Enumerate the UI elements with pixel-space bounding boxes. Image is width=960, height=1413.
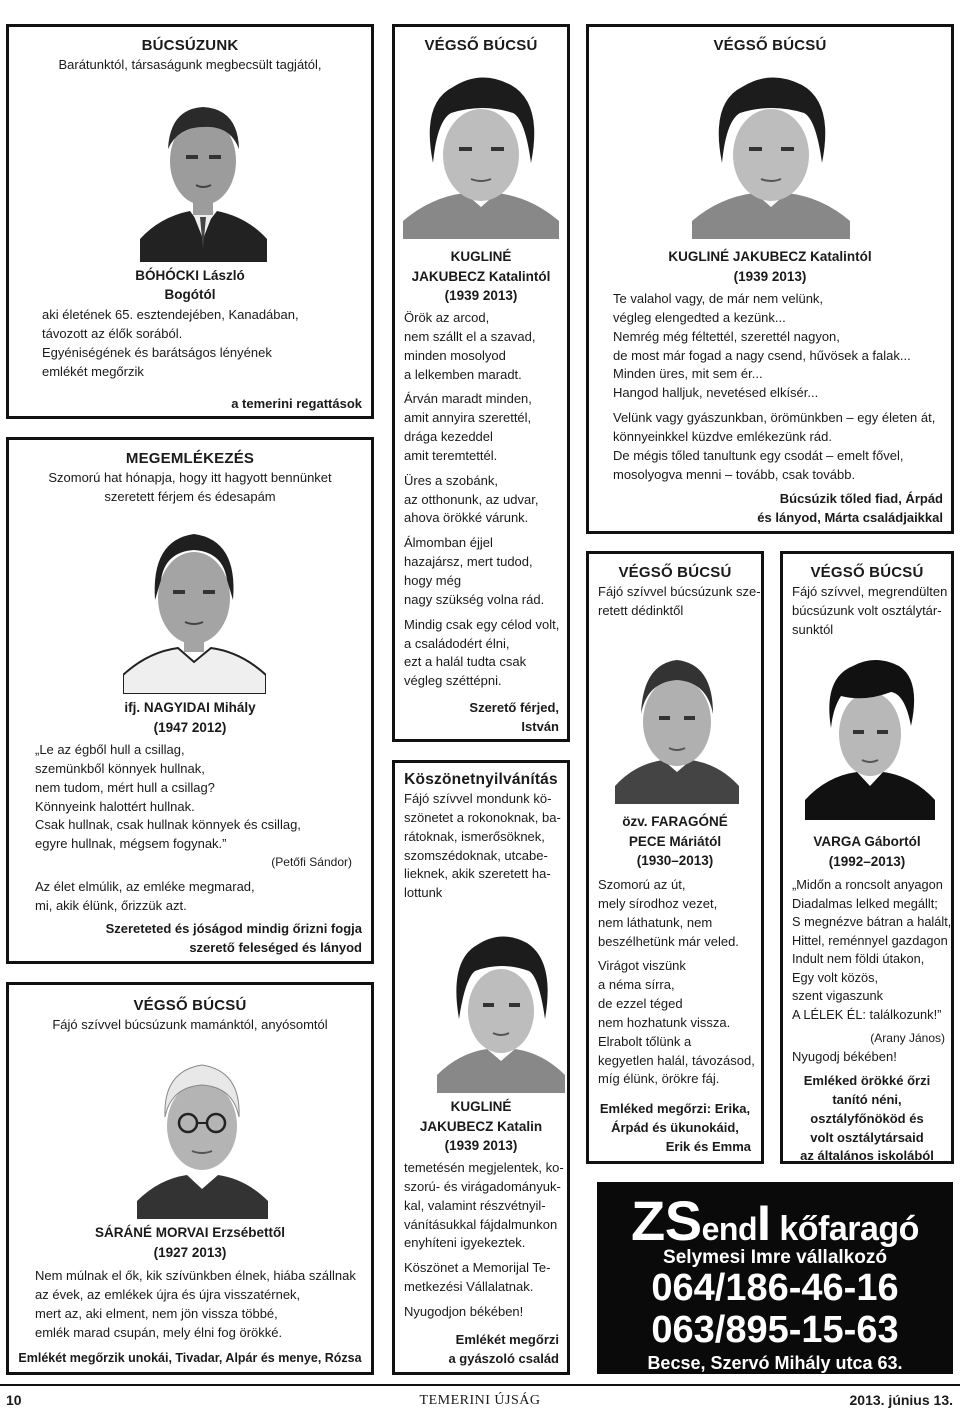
box-title: VÉGSŐ BÚCSÚ <box>810 564 924 581</box>
obituary-text <box>42 306 362 381</box>
poem-line: nem hozhatunk vissza. <box>598 1014 731 1030</box>
signature-line: Emlékét megőrzi <box>455 1332 559 1347</box>
text-line: sunktól <box>792 621 834 637</box>
poem-line: Örök az arcod, <box>404 310 490 325</box>
name-line: (1939 2013) <box>444 288 518 304</box>
poem-line: Indult nem földi útakon, <box>792 951 925 967</box>
newspaper-name: TEMERINI ÚJSÁG <box>419 1393 541 1408</box>
deceased-name <box>589 812 761 871</box>
name-line: (1939 2013) <box>444 1138 518 1154</box>
name-line: (1930–2013) <box>636 853 714 869</box>
poem-line: beszélhetünk már veled. <box>598 933 739 949</box>
poem-line: Álmomban éjjel <box>404 535 493 551</box>
text-line: Szomorú hat hónapja, hogy itt hagyott bennünket <box>48 470 332 485</box>
signature-line: tanító néni, <box>832 1091 902 1107</box>
poem-line: a családodért élni, <box>404 635 510 651</box>
poem-line: Egy volt közös, <box>792 969 879 985</box>
box-subtitle <box>9 469 371 507</box>
poem-line: nem tudom, mért hull a csillag? <box>35 779 215 795</box>
page-number: 10 <box>6 1392 22 1408</box>
poem-line: Virágot viszünk <box>598 958 686 974</box>
name-line: (1939 2013) <box>733 268 807 284</box>
obituary-bohocki <box>6 24 374 419</box>
signature <box>589 1100 761 1157</box>
text-line: lottunk <box>404 885 443 901</box>
box-title: Köszönetnyilvánítás <box>404 771 558 788</box>
text-line: Nem múlnak el ők, kik szívünkben élnek, hiába szállnak <box>35 1268 356 1283</box>
brand-end: end <box>701 1211 757 1247</box>
ad-phone-1: 064/186-46-16 <box>651 1267 899 1309</box>
poem-line: drága kezeddel <box>404 429 493 445</box>
name-line: JAKUBECZ Katalintól <box>411 268 551 284</box>
farewell-varga <box>780 551 954 1164</box>
box-subtitle <box>792 583 950 640</box>
text-line: mert az, aki elment, nem jön vissza többé, <box>35 1305 278 1321</box>
signature <box>395 1331 559 1369</box>
text-line: búcsúzunk volt osztálytár- <box>792 602 942 618</box>
poem-line: nagy szükség volna rád. <box>404 591 545 607</box>
poem-line: nem szállt el a szavad, <box>404 328 536 344</box>
text-line: temetésén megjelentek, ko- <box>404 1160 564 1175</box>
text-line: emlék marad csupán, mely élni fog örökké. <box>35 1324 283 1340</box>
deceased-name: SÁRÁNÉ MORVAI Erzsébettől <box>94 1225 286 1240</box>
box-title: VÉGSŐ BÚCSÚ <box>133 997 247 1014</box>
text-line: Fájó szívvel, megrendülten <box>792 584 948 599</box>
box-title: BÚCSÚZUNK <box>141 37 239 54</box>
poem-line: mely sírodhoz vezet, <box>598 895 718 911</box>
box-title: MEGEMLÉKEZÉS <box>125 450 255 467</box>
poem-line: „Le az égből hull a csillag, <box>35 742 185 757</box>
signature-line: volt osztálytársaid <box>810 1129 924 1145</box>
signature-line: osztályfőnököd és <box>810 1110 924 1126</box>
signature-line: a gyászoló család <box>448 1350 559 1366</box>
poem-line: Mindig csak egy célod volt, <box>404 616 560 632</box>
brand-zs: ZS <box>631 1189 702 1252</box>
ad-phone-2: 063/895-15-63 <box>651 1309 899 1351</box>
poem-line: Üres a szobánk, <box>404 472 498 488</box>
poem-line: hogy még <box>404 572 462 588</box>
text-line: emlékét megőrzik <box>42 363 144 379</box>
text-line: Fájó szívvel mondunk kö- <box>404 791 552 806</box>
signature <box>589 490 943 528</box>
text-line: mi, akik élünk, őrizzük azt. <box>35 897 187 913</box>
text-line: Az élet elmúlik, az emléke megmarad, <box>35 879 255 894</box>
issue-date: 2013. június 13. <box>849 1392 953 1408</box>
poem-line: a lelkemben maradt. <box>404 366 522 382</box>
poem-line: szent vigaszunk <box>792 988 884 1004</box>
poem-line: hazajársz, mert tudod, <box>404 554 533 570</box>
poem-line: Szomorú az út, <box>598 877 686 892</box>
text-line: lieknek, akik szeretett ha- <box>404 866 551 882</box>
signature-line: Szereteted és jóságod mindig őrizni fogja <box>105 921 362 936</box>
text-line: enyhíteni igyekeztek. <box>404 1235 526 1251</box>
deceased-name <box>783 832 951 871</box>
name-line: JAKUBECZ Katalin <box>419 1118 543 1134</box>
text-line: Velünk vagy gyászunkban, örömünkben – egy életen át, <box>613 410 936 426</box>
thanks-notice <box>392 760 570 1375</box>
text-line: Fájó szívvel búcsúzunk sze- <box>598 584 761 599</box>
deceased-name <box>395 247 567 306</box>
text-line: De mégis tőled tanultunk egy csodát – emelt fővel, <box>613 447 904 463</box>
poem-line: szemünkből könnyek hullnak, <box>35 760 205 776</box>
poem <box>404 309 569 691</box>
box-subtitle: Fájó szívvel búcsúzunk mamánktól, anyósomtól <box>52 1017 328 1032</box>
text-line: szorú- és virágadományuk- <box>404 1178 561 1194</box>
signature: Emlékét megőrzik unokái, Tivadar, Alpár és menye, Rózsa <box>18 1351 362 1365</box>
text-line: végleg elengedted a kezünk... <box>613 309 786 325</box>
portrait-photo <box>140 89 267 262</box>
poem-line: amit teremtettél. <box>404 447 498 463</box>
text-line: metkezési Vállalatnak. <box>404 1279 534 1295</box>
signature-line: Árpád és ükunokáid, <box>611 1119 739 1135</box>
memorial-nagyidai <box>6 437 374 964</box>
text-line: az évek, az emlékek újra és újra visszatérnek, <box>35 1286 301 1302</box>
text-line: kal, valamint részvétnyil- <box>404 1197 546 1213</box>
signature <box>395 699 559 737</box>
poem <box>792 876 956 1024</box>
text-line: Minden üres, mit sem ér... <box>613 366 763 382</box>
portrait-photo <box>615 644 739 804</box>
poem-author: (Arany János) <box>870 1031 945 1045</box>
name-line: (1992–2013) <box>828 853 906 869</box>
text-line: rátoknak, ismerősöknek, <box>404 828 545 844</box>
box-title: VÉGSŐ BÚCSÚ <box>424 37 538 54</box>
poem-line: „Midőn a roncsolt anyagon <box>792 877 943 892</box>
portrait-photo <box>123 520 266 694</box>
name-line: VARGA Gábortól <box>813 834 921 849</box>
box-title: VÉGSŐ BÚCSÚ <box>713 37 827 54</box>
thanks-text <box>404 1159 566 1322</box>
box-subtitle: Barátunktól, társaságunk megbecsült tagjától, <box>58 57 322 72</box>
portrait-photo <box>692 63 850 239</box>
text-line: de most már fogad a nagy csend, hűvösek a falak... <box>613 347 911 363</box>
text-line: vánításukkal fájdalmunkon <box>404 1216 558 1232</box>
farewell-text <box>613 290 949 484</box>
text-line: szomszédoknak, utcabe- <box>404 847 548 863</box>
poem-line: a néma sírra, <box>598 977 675 993</box>
name-line: PECE Máriától <box>628 833 722 849</box>
signature-line: és lányod, Márta családjaikkal <box>757 509 943 525</box>
page-footer <box>0 1384 960 1413</box>
text-line: szönetet a rokonoknak, ba- <box>404 809 561 825</box>
signature-line: Emléked megőrzi: Erika, <box>599 1101 751 1116</box>
poem-line: Diadalmas lelked megállt; <box>792 895 938 911</box>
ad-owner: Selymesi Imre vállalkozó <box>663 1247 887 1268</box>
name-line: KUGLINÉ <box>450 1099 512 1114</box>
deceased-years: (1927 2013) <box>153 1245 227 1260</box>
signature-line: Szerető férjed, <box>469 700 559 715</box>
poem <box>35 741 365 854</box>
poem-line: ahova örökké várunk. <box>404 510 529 526</box>
signature-line: Erik és Emma <box>665 1138 751 1154</box>
text-line: Köszönet a Memorijal Te- <box>404 1260 551 1276</box>
poem-author: (Petőfi Sándor) <box>271 855 352 869</box>
signature-line: az általános iskolából <box>800 1148 934 1164</box>
rest-line: Nyugodj békében! <box>792 1049 897 1064</box>
text-line: Hangod halljuk, nevetésed elkísér... <box>613 385 819 401</box>
poem-line: de ezzel téged <box>598 996 683 1012</box>
ad-address: Becse, Szervó Mihály utca 63. <box>647 1353 903 1373</box>
text-line: aki életének 65. esztendejében, Kanadában, <box>42 307 299 322</box>
poem-line: A LÉLEK ÉL: találkozunk!” <box>792 1006 942 1022</box>
text-line: távozott az élők sorából. <box>42 325 183 341</box>
farewell-text <box>35 1267 371 1342</box>
brand-rest: kőfaragó <box>770 1210 919 1248</box>
farewell-husband <box>392 24 570 742</box>
text-line: szeretett férjem és édesapám <box>104 488 276 504</box>
portrait-photo <box>437 915 565 1093</box>
text-line: Te valahol vagy, de már nem velünk, <box>613 291 824 306</box>
poem-line: Hittel, reménnyel gazdagon <box>792 932 948 948</box>
text-line: Egyéniségének és barátságos lényének <box>42 344 272 360</box>
name-line: KUGLINÉ <box>450 249 512 264</box>
signature: a temerini regattások <box>231 396 362 411</box>
poem-line: Elrabolt tőlünk a <box>598 1033 692 1049</box>
signature-line: Emléked örökké őrzi <box>803 1073 931 1088</box>
name-line: KUGLINÉ JAKUBECZ Katalintól <box>668 249 872 264</box>
signature-line: Búcsúzik tőled fiad, Árpád <box>779 491 943 506</box>
brand-i: I <box>757 1195 771 1251</box>
signature <box>783 1072 951 1166</box>
box-subtitle <box>598 583 761 621</box>
deceased-years: (1947 2012) <box>153 720 227 735</box>
portrait-photo <box>403 63 559 239</box>
text-line: könnyeinkkel küzdve emlékezünk rád. <box>613 428 832 444</box>
poem-line: S megnézve bátran a halált, <box>792 914 952 930</box>
deceased-name <box>395 1097 567 1156</box>
signature-line: István <box>521 718 559 734</box>
deceased-name: BÓHÓCKI László <box>135 268 245 283</box>
poem-line: egyre hullnak, mégsem fogynak.” <box>35 836 227 852</box>
poem-line: Csak hullnak, csak hullnak könnyek és csillag, <box>35 817 301 833</box>
poem-line: az otthonunk, az udvar, <box>404 491 539 507</box>
farewell-children <box>586 24 954 534</box>
stonemason-ad <box>597 1182 953 1374</box>
poem-line: nem láthatunk, nem <box>598 914 713 930</box>
poem-line: minden mosolyod <box>404 347 506 363</box>
poem-line: míg élünk, örökre fáj. <box>598 1071 720 1087</box>
signature <box>9 920 362 958</box>
poem-line: Könnyeink halottért hullnak. <box>35 798 195 814</box>
poem-line: végleg széttépni. <box>404 673 502 689</box>
farewell-sarane <box>6 982 374 1375</box>
portrait-photo <box>137 1051 268 1219</box>
poem-line: ezt a halál tudta csak <box>404 654 527 670</box>
portrait-photo <box>805 650 935 820</box>
poem-line: kegyetlen halál, távozásod, <box>598 1052 755 1068</box>
box-title: VÉGSŐ BÚCSÚ <box>618 564 732 581</box>
poem-line: Árván maradt minden, <box>404 391 532 407</box>
signature-line: szerető feleséged és lányod <box>189 939 362 955</box>
deceased-hometown: Bogótól <box>164 287 216 302</box>
poem-line: amit annyira szerettél, <box>404 410 532 426</box>
poem <box>598 876 764 1089</box>
thanks-intro <box>404 790 564 903</box>
text-line: mosolyogva menni – tovább, csak tovább. <box>613 466 856 482</box>
name-line: özv. FARAGÓNÉ <box>622 814 728 829</box>
memorial-text <box>35 878 365 916</box>
text-line: retett dédinktől <box>598 602 684 618</box>
deceased-name <box>589 247 951 286</box>
farewell-faragone <box>586 551 764 1164</box>
deceased-name: ifj. NAGYIDAI Mihály <box>124 700 256 715</box>
text-line: Nyugodjon békében! <box>404 1303 524 1319</box>
text-line: Nemrég még féltettél, szerettél nagyon, <box>613 328 840 344</box>
